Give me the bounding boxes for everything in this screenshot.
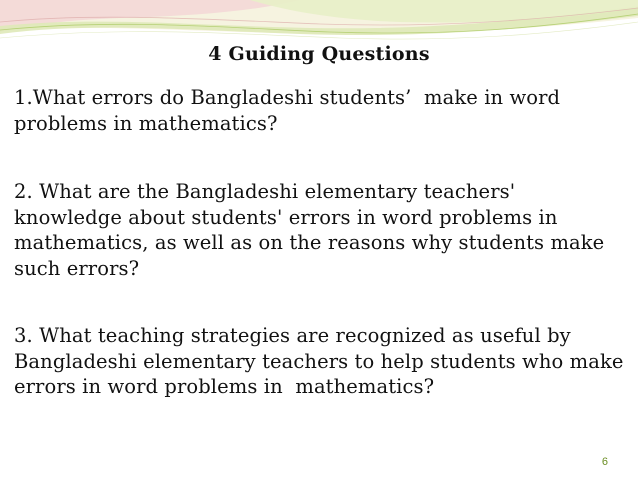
page-number: 6 xyxy=(601,456,608,468)
question-3: 3. What teaching strategies are recognized as useful by Bangladeshi elementary teachers to help students who make errors in word problems in mathematics? xyxy=(14,324,630,398)
question-1: 1.What errors do Bangladeshi students’ make in word problems in mathematics? xyxy=(14,86,567,135)
question-2: 2. What are the Bangladeshi elementary teachers' knowledge about students' errors in word problems in mathematics, as well as on the reasons why students make such errors? xyxy=(14,180,611,280)
slide-title: 4 Guiding Questions xyxy=(208,43,430,65)
